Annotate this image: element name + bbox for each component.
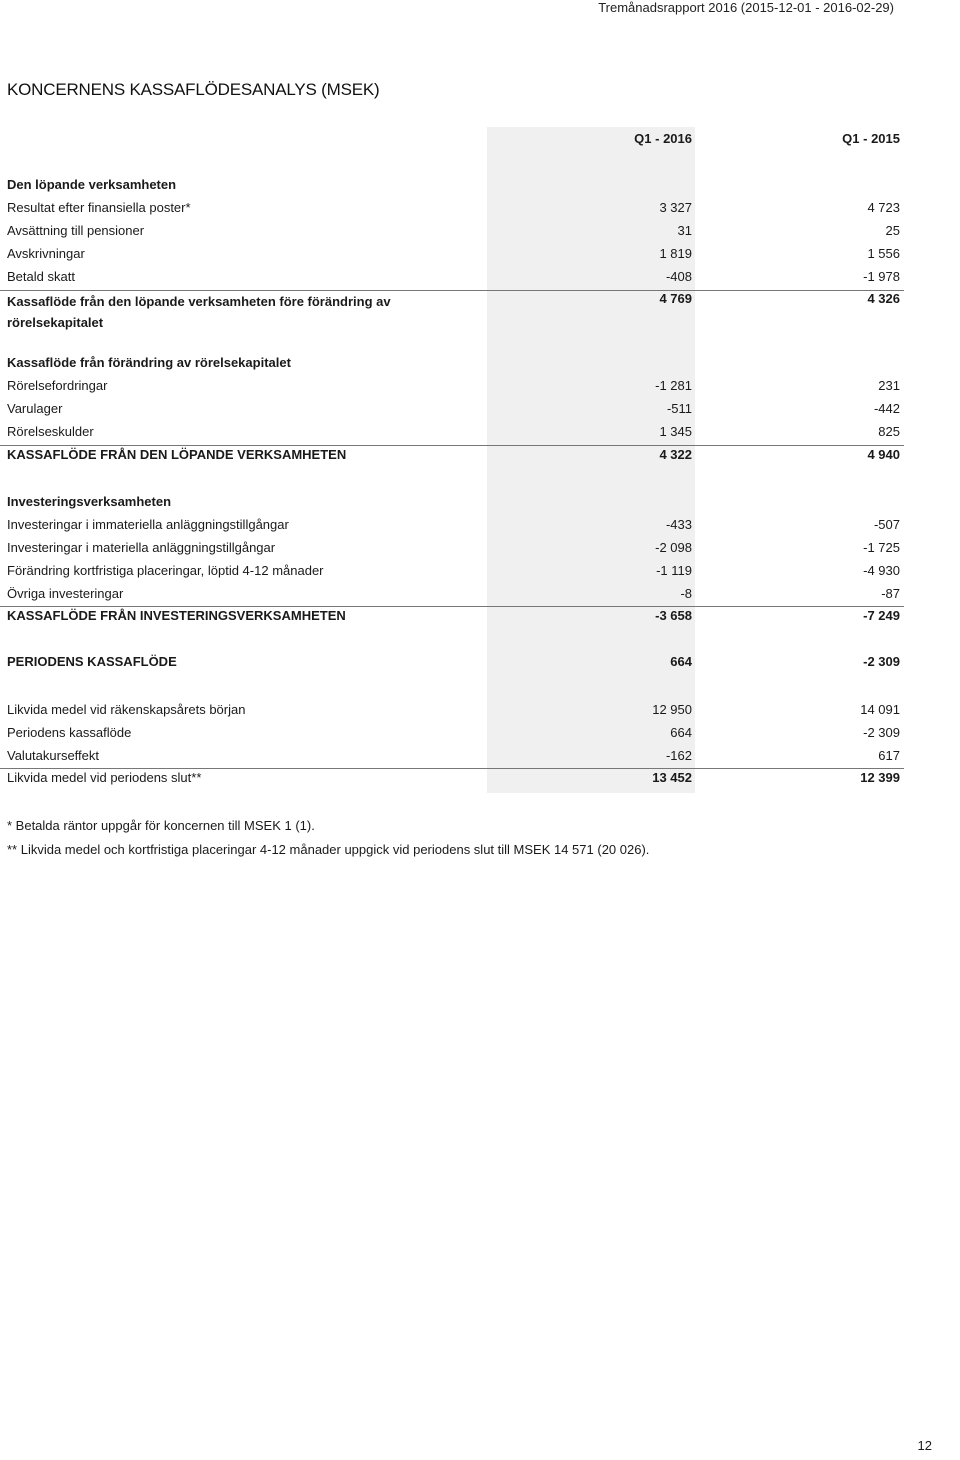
row-value-2016: -8	[680, 586, 692, 601]
section-heading-label: Den löpande verksamheten	[7, 177, 177, 192]
footnote-2: ** Likvida medel och kortfristiga placeringar 4-12 månader uppgick vid periodens slut till MSEK 14 571 (20 026).	[7, 842, 650, 857]
column-header-q1-2015: Q1 - 2015	[842, 131, 900, 146]
row-value-2015: 4 326	[867, 291, 900, 306]
row-value-2015: -2 309	[863, 654, 900, 669]
row-value-2016: -1 281	[655, 378, 692, 393]
row-value-2016: 1 345	[659, 424, 692, 439]
row-label-line2: rörelsekapitalet	[7, 315, 104, 330]
period-cash-flow-row	[0, 652, 904, 675]
section-heading-investing	[0, 492, 904, 515]
row-label: Periodens kassaflöde	[7, 725, 132, 740]
row-value-2015: 825	[878, 424, 900, 439]
row-value-2015: -2 309	[863, 725, 900, 740]
row-label: Investeringar i materiella anläggningstillgångar	[7, 540, 276, 555]
row-value-2015: 25	[885, 223, 900, 238]
report-header: Tremånadsrapport 2016 (2015-12-01 - 2016-02-29)	[598, 0, 894, 15]
subtotal-row	[0, 289, 904, 335]
column-header-q1-2016: Q1 - 2016	[634, 131, 692, 146]
table-row	[0, 422, 904, 445]
row-value-2016: 4 322	[659, 447, 692, 462]
row-label: Likvida medel vid räkenskapsårets början	[7, 702, 246, 717]
section-heading-label: Investeringsverksamheten	[7, 494, 172, 509]
total-row	[0, 445, 904, 468]
row-value-2015: 14 091	[860, 702, 900, 717]
table-row	[0, 198, 904, 221]
total-row	[0, 768, 904, 791]
table-row	[0, 399, 904, 422]
section-heading-operating	[0, 175, 904, 198]
row-label: Valutakurseffekt	[7, 748, 100, 763]
table-row	[0, 700, 904, 723]
section-heading-label: Kassaflöde från förändring av rörelsekapitalet	[7, 355, 291, 370]
row-value-2016: -511	[666, 401, 692, 416]
row-value-2015: 231	[878, 378, 900, 393]
row-label: Resultat efter finansiella poster*	[7, 200, 191, 215]
row-label: Förändring kortfristiga placeringar, löptid 4-12 månader	[7, 563, 324, 578]
row-label: KASSAFLÖDE FRÅN DEN LÖPANDE VERKSAMHETEN	[7, 447, 347, 462]
row-value-2016: -408	[665, 269, 692, 284]
table-row	[0, 376, 904, 399]
row-value-2015: -507	[873, 517, 900, 532]
row-label: Avsättning till pensioner	[7, 223, 145, 238]
row-value-2016: -433	[665, 517, 692, 532]
column-header-row	[0, 129, 904, 152]
row-value-2016: -1 119	[656, 563, 692, 578]
row-value-2016: -162	[665, 748, 692, 763]
row-label: Investeringar i immateriella anläggningstillgångar	[7, 517, 289, 532]
row-value-2016: -2 098	[655, 540, 692, 555]
section-heading-working-capital	[0, 353, 904, 376]
table-row	[0, 723, 904, 746]
table-row	[0, 746, 904, 769]
table-row	[0, 221, 904, 244]
row-value-2015: 1 556	[867, 246, 900, 261]
row-value-2016: 3 327	[659, 200, 692, 215]
footnote-1: * Betalda räntor uppgår för koncernen till MSEK 1 (1).	[7, 818, 315, 833]
total-row	[0, 606, 904, 629]
row-value-2015: -87	[881, 586, 900, 601]
row-label: Varulager	[7, 401, 63, 416]
page-title: KONCERNENS KASSAFLÖDESANALYS (MSEK)	[7, 80, 380, 99]
row-value-2016: 12 950	[652, 702, 692, 717]
row-label: Rörelsefordringar	[7, 378, 108, 393]
row-value-2016: 31	[677, 223, 692, 238]
page-number: 12	[917, 1438, 932, 1453]
row-label: Betald skatt	[7, 269, 75, 284]
row-value-2015: 4 723	[867, 200, 900, 215]
row-label: KASSAFLÖDE FRÅN INVESTERINGSVERKSAMHETEN	[7, 608, 346, 623]
row-value-2015: -1 725	[863, 540, 900, 555]
table-row	[0, 538, 904, 561]
row-value-2015: -1 978	[863, 269, 900, 284]
row-label: Avskrivningar	[7, 246, 85, 261]
row-value-2016: 664	[670, 654, 692, 669]
row-value-2016: 664	[670, 725, 692, 740]
row-value-2016: 1 819	[659, 246, 692, 261]
table-row	[0, 561, 904, 584]
row-label: Rörelseskulder	[7, 424, 94, 439]
table-row	[0, 267, 904, 290]
row-value-2016: 13 452	[652, 770, 692, 785]
row-value-2015: 617	[878, 748, 900, 763]
row-value-2016: 4 769	[659, 291, 692, 306]
row-value-2015: -7 249	[863, 608, 900, 623]
table-row	[0, 244, 904, 267]
table-row	[0, 515, 904, 538]
table-row	[0, 584, 904, 607]
row-value-2015: -442	[873, 401, 900, 416]
row-label: PERIODENS KASSAFLÖDE	[7, 654, 177, 669]
row-label	[7, 291, 391, 333]
row-value-2015: 4 940	[867, 447, 900, 462]
row-value-2016: -3 658	[655, 608, 692, 623]
row-label-line1: Kassaflöde från den löpande verksamheten före förändring av	[7, 294, 391, 309]
row-value-2015: -4 930	[863, 563, 900, 578]
row-label: Övriga investeringar	[7, 586, 124, 601]
row-label: Likvida medel vid periodens slut**	[7, 770, 202, 785]
row-value-2015: 12 399	[860, 770, 900, 785]
